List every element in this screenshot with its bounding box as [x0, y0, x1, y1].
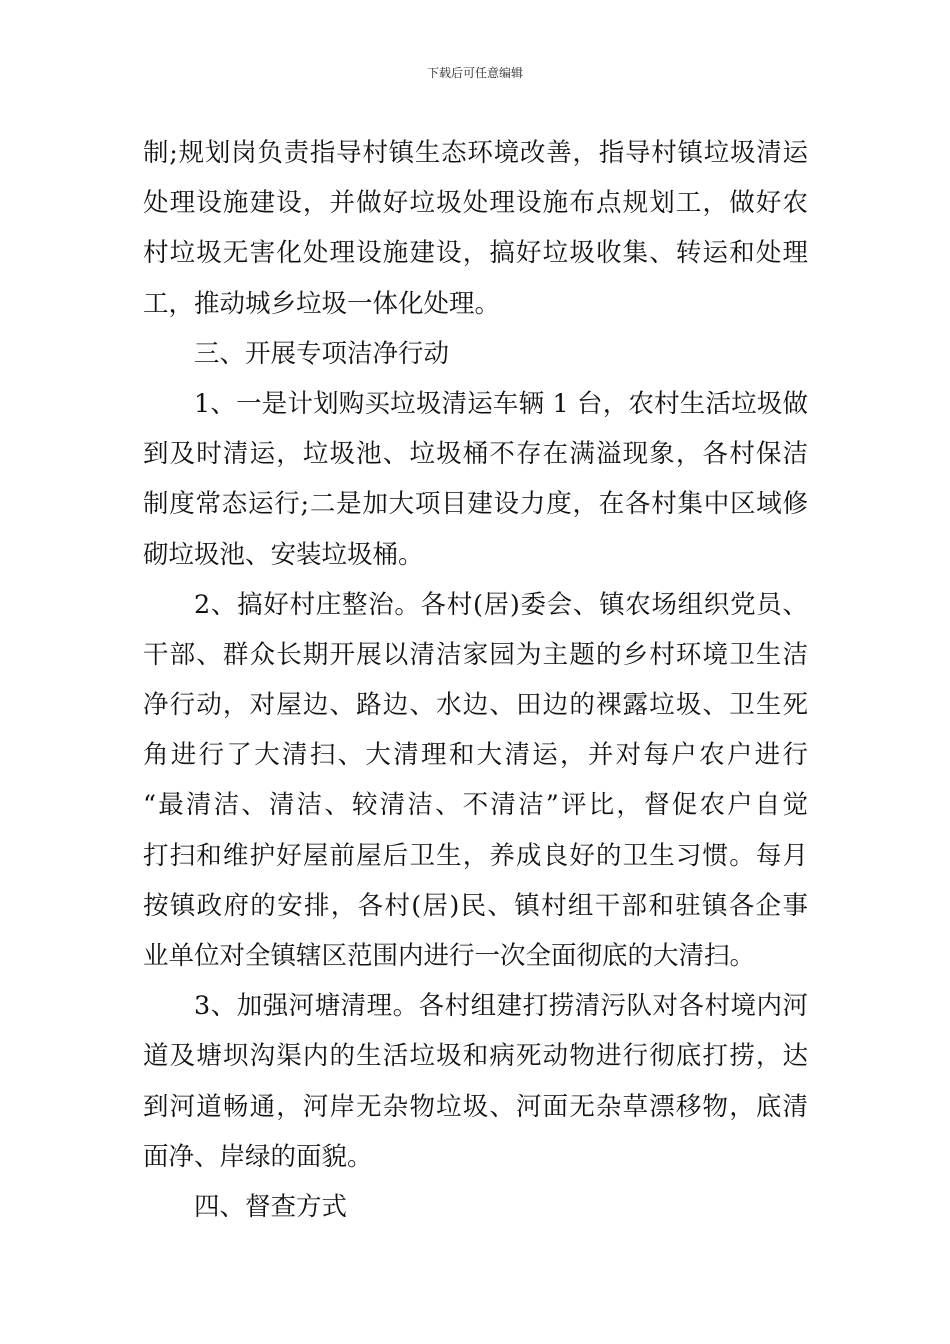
body-line: 砌垃圾池、安装垃圾桶。	[143, 539, 424, 570]
document-body	[143, 128, 808, 1232]
body-line: 1、一是计划购买垃圾清运车辆 1 台，农村生活垃圾做	[194, 388, 808, 419]
body-line: 制度常态运行;二是加大项目建设力度，在各村集中区域修	[143, 489, 808, 520]
body-line: 2、搞好村庄整治。各村(居)委会、镇农场组织党员、	[194, 589, 808, 620]
body-line: 面净、岸绿的面貌。	[143, 1141, 373, 1172]
body-line: 处理设施建设，并做好垃圾处理设施布点规划工，做好农	[143, 188, 808, 219]
body-line: 工，推动城乡垃圾一体化处理。	[143, 288, 501, 319]
section-heading: 三、开展专项洁净行动	[194, 338, 450, 369]
body-line: 到及时清运，垃圾池、垃圾桶不存在满溢现象，各村保洁	[143, 439, 808, 470]
body-line: “最清洁、清洁、较清洁、不清洁”评比，督促农户自觉	[143, 790, 808, 821]
body-line: 3、加强河塘清理。各村组建打捞清污队对各村境内河	[194, 991, 808, 1022]
body-line: 净行动，对屋边、路边、水边、田边的裸露垃圾、卫生死	[143, 690, 808, 721]
body-line: 制;规划岗负责指导村镇生态环境改善，指导村镇垃圾清运	[143, 138, 808, 168]
body-line: 按镇政府的安排，各村(居)民、镇村组干部和驻镇各企事	[143, 890, 808, 921]
body-line: 业单位对全镇辖区范围内进行一次全面彻底的大清扫。	[143, 941, 756, 971]
body-line: 到河道畅通，河岸无杂物垃圾、河面无杂草漂移物，底清	[143, 1091, 808, 1122]
body-line: 打扫和维护好屋前屋后卫生，养成良好的卫生习惯。每月	[143, 840, 808, 871]
body-line: 道及塘坝沟渠内的生活垃圾和病死动物进行彻底打捞，达	[143, 1041, 808, 1072]
body-line: 村垃圾无害化处理设施建设，搞好垃圾收集、转运和处理	[143, 238, 808, 269]
body-line: 干部、群众长期开展以清洁家园为主题的乡村环境卫生洁	[143, 639, 808, 670]
section-heading: 四、督查方式	[194, 1191, 348, 1222]
body-line: 角进行了大清扫、大清理和大清运，并对每户农户进行	[143, 740, 808, 771]
page-header: 下载后可任意编辑	[426, 66, 523, 80]
